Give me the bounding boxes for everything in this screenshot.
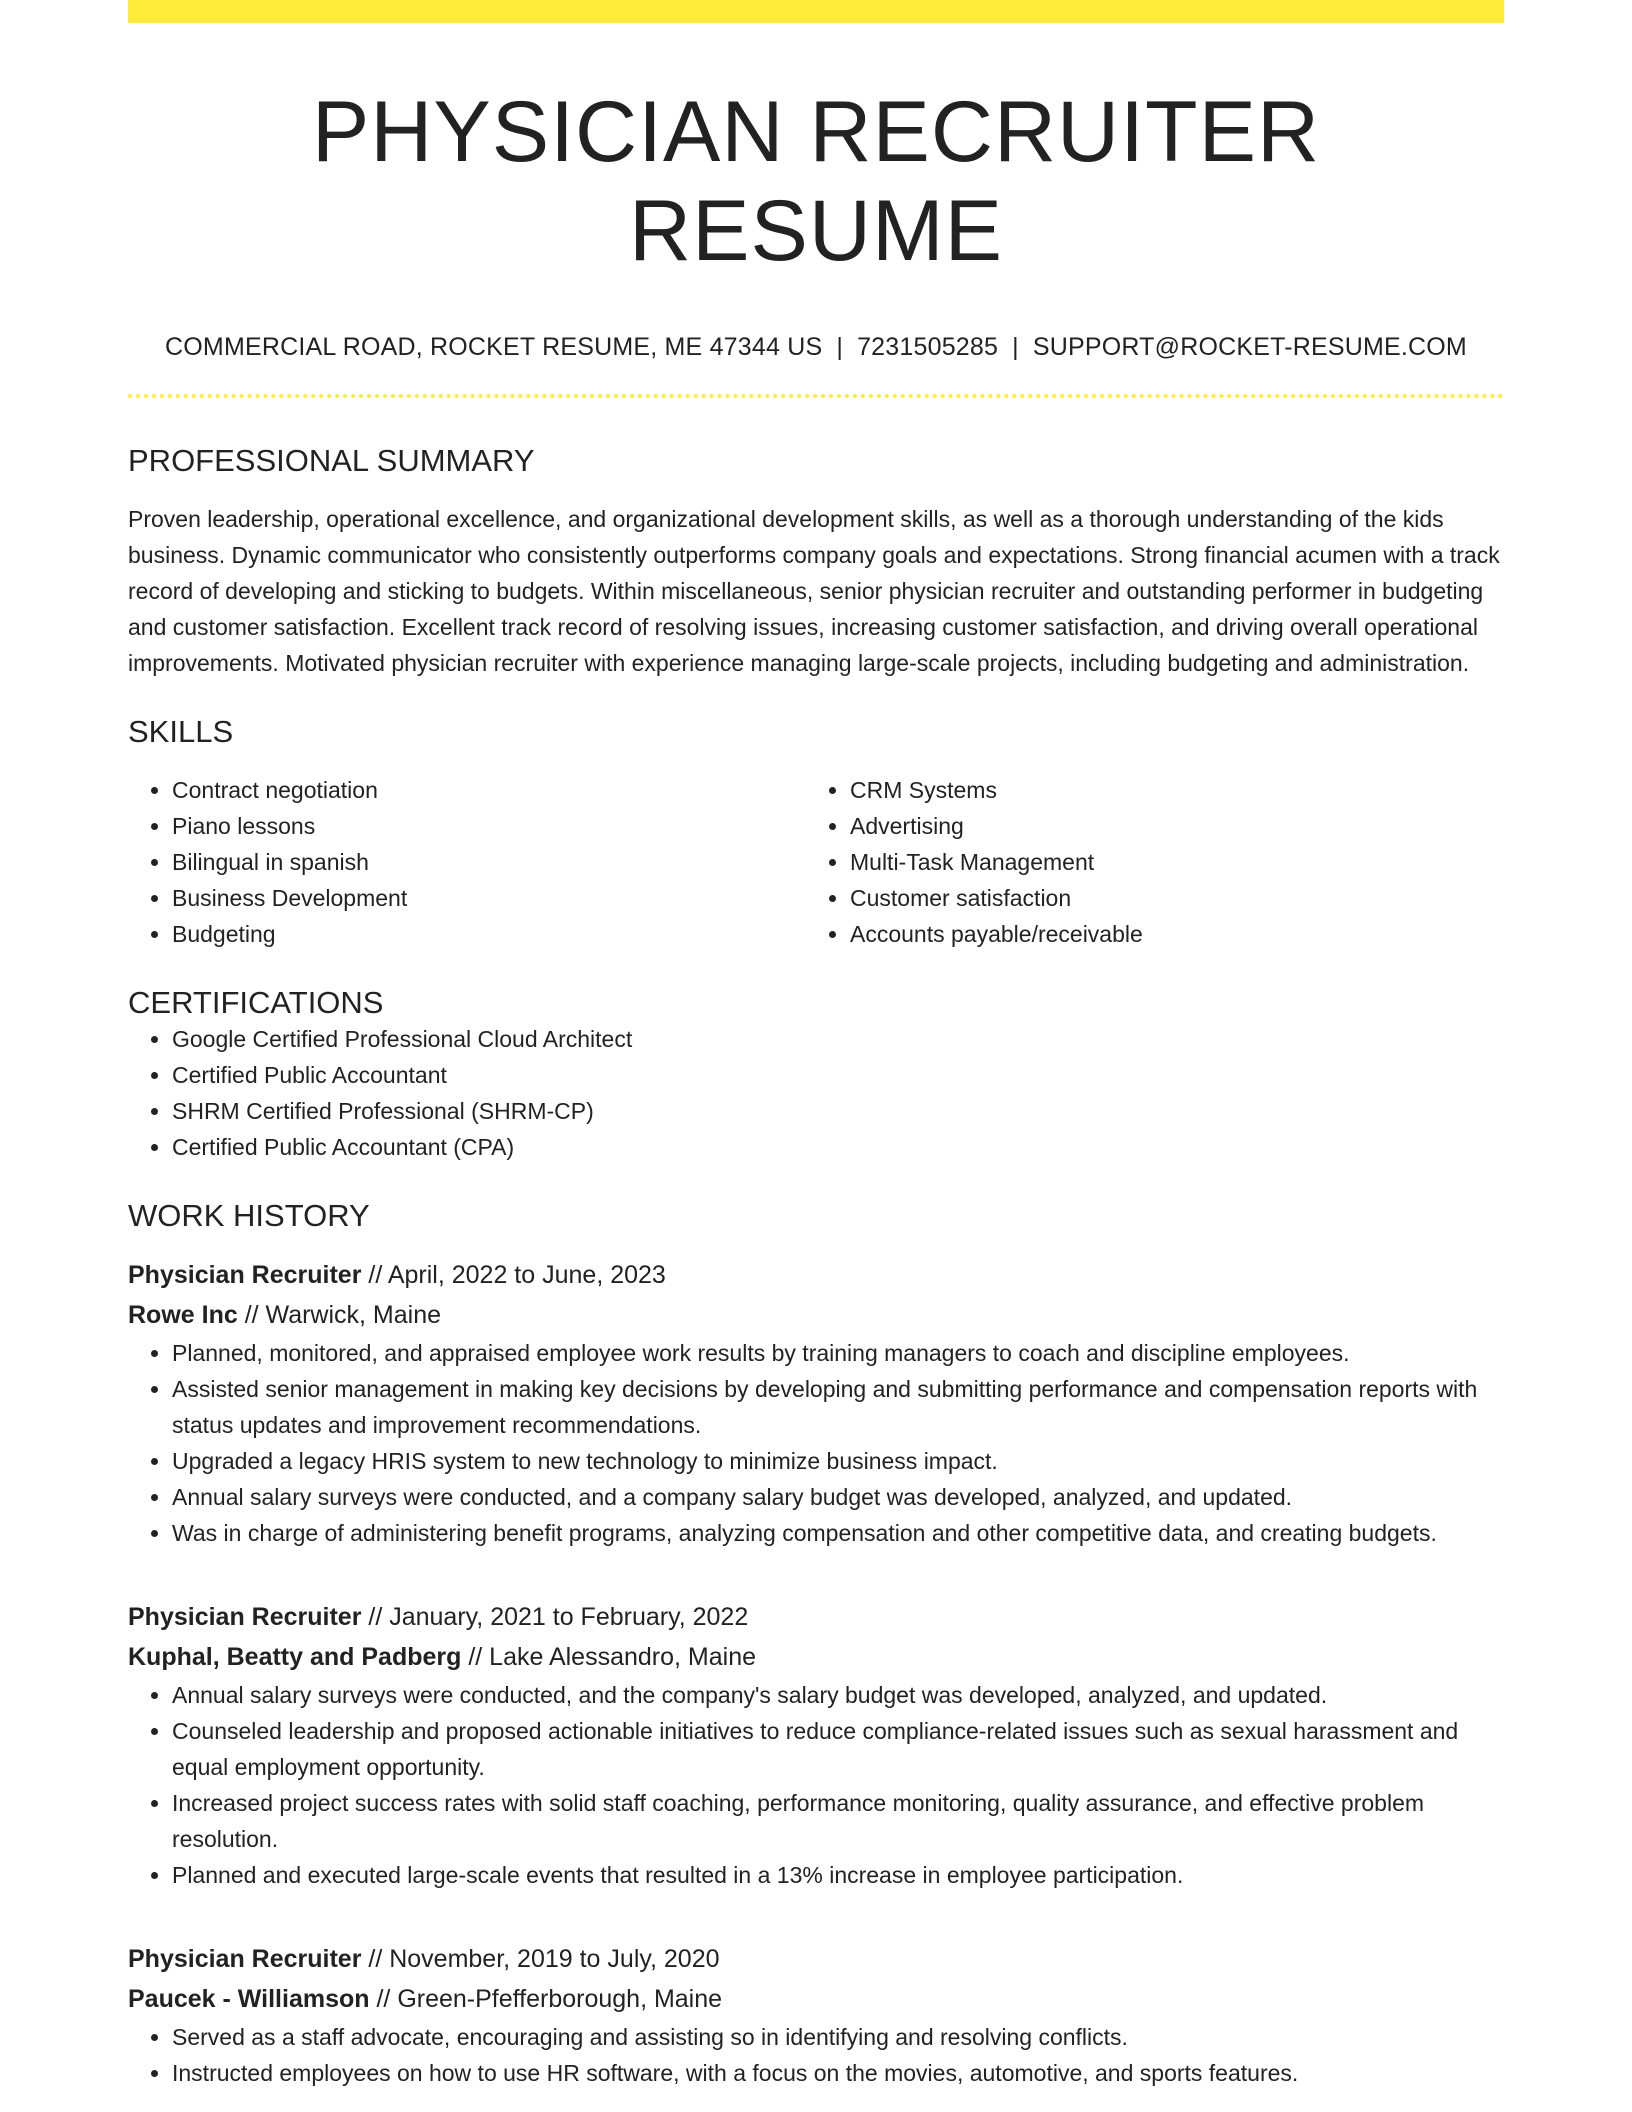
skill-item: • Customer satisfaction (850, 880, 1484, 916)
job-entry (128, 1255, 1504, 1551)
certification-item: • Google Certified Professional Cloud Architect (172, 1021, 1504, 1057)
resume-title: PHYSICIAN RECRUITER RESUME (311, 84, 1321, 279)
job-duties-list (128, 1677, 1504, 1893)
job-role-line (128, 1597, 1504, 1637)
job-location: // Green-Pfefferborough, Maine (369, 1984, 723, 2013)
job-duty-item: • Upgraded a legacy HRIS system to new technology to minimize business impact. (172, 1443, 1504, 1479)
skills-list-right (806, 772, 1484, 952)
job-entry (128, 1597, 1504, 1893)
job-role: Physician Recruiter (128, 1944, 362, 1973)
job-company: Paucek - Williamson (128, 1984, 370, 2013)
certifications-heading: CERTIFICATIONS (128, 985, 384, 1021)
job-duty-item: • Planned, monitored, and appraised employee work results by training managers to coach and discipline employees. (172, 1335, 1504, 1371)
job-duty-item: • Annual salary surveys were conducted, and a company salary budget was developed, analyzed, and updated. (172, 1479, 1504, 1515)
skill-item: • Budgeting (172, 916, 806, 952)
skills-column-left (128, 772, 806, 952)
skills-column-right (806, 772, 1484, 952)
job-duties-list (128, 2019, 1504, 2091)
job-entry (128, 1939, 1504, 2091)
job-duty-item: • Assisted senior management in making key decisions by developing and submitting performance and compensation reports with status updates and improvement recommendations. (172, 1371, 1504, 1443)
certifications-list (128, 1021, 1504, 1165)
phone-text: 7231505285 (857, 332, 999, 361)
skill-item: • Bilingual in spanish (172, 844, 806, 880)
top-accent-bar (128, 0, 1504, 23)
job-company-line (128, 1637, 1504, 1677)
skills-list-left (128, 772, 806, 952)
job-duty-item: • Planned and executed large-scale events that resulted in a 13% increase in employee participation. (172, 1857, 1504, 1893)
job-role: Physician Recruiter (128, 1260, 362, 1289)
skill-item: • Piano lessons (172, 808, 806, 844)
certification-item: • SHRM Certified Professional (SHRM-CP) (172, 1093, 1504, 1129)
job-duty-item: • Instructed employees on how to use HR software, with a focus on the movies, automotive, and sports features. (172, 2055, 1504, 2091)
contact-separator: | (836, 332, 844, 361)
summary-heading: PROFESSIONAL SUMMARY (128, 442, 535, 478)
job-company-line (128, 1295, 1504, 1335)
skills-grid (128, 772, 1504, 952)
skills-heading: SKILLS (128, 713, 234, 749)
job-dates: // January, 2021 to February, 2022 (361, 1602, 749, 1631)
certification-item: • Certified Public Accountant (172, 1057, 1504, 1093)
job-company: Rowe Inc (128, 1300, 238, 1329)
job-duties-list (128, 1335, 1504, 1551)
job-location: // Warwick, Maine (237, 1300, 442, 1329)
job-duty-item: • Counseled leadership and proposed actionable initiatives to reduce compliance-related issues such as sexual harassment and equal employment opportunity. (172, 1713, 1504, 1785)
header-divider (128, 394, 1504, 398)
skill-item: • Multi-Task Management (850, 844, 1484, 880)
address-text: COMMERCIAL ROAD, ROCKET RESUME, ME 47344 US (165, 332, 823, 361)
skill-item: • Contract negotiation (172, 772, 806, 808)
job-duty-item: • Increased project success rates with solid staff coaching, performance monitoring, quality assurance, and effective problem resolution. (172, 1785, 1504, 1857)
job-dates: // November, 2019 to July, 2020 (361, 1944, 720, 1973)
job-company: Kuphal, Beatty and Padberg (128, 1642, 462, 1671)
job-location: // Lake Alessandro, Maine (461, 1642, 757, 1671)
resume-page (128, 0, 1504, 2091)
contact-separator: | (1012, 332, 1019, 361)
job-role-line (128, 1939, 1504, 1979)
job-duty-item: • Was in charge of administering benefit programs, analyzing compensation and other competitive data, and creating budgets. (172, 1515, 1504, 1551)
job-duty-item: • Annual salary surveys were conducted, and the company's salary budget was developed, analyzed, and updated. (172, 1677, 1504, 1713)
job-role-line (128, 1255, 1504, 1295)
skill-item: • Accounts payable/receivable (850, 916, 1484, 952)
summary-paragraph: Proven leadership, operational excellence, and organizational development skills, as well as a thorough understanding of the kids business. Dynamic communicator who consistently outperforms company goals and expectations. Strong financial acumen with a track record of developing and sticking to budgets. Within miscellaneous, senior physician recruiter and outstanding performer in budgeting and customer satisfaction. Excellent track record of resolving issues, increasing customer satisfaction, and driving overall operational improvements. Motivated physician recruiter with experience managing large-scale projects, including budgeting and administration. (128, 505, 1500, 676)
skill-item: • CRM Systems (850, 772, 1484, 808)
skill-item: • Advertising (850, 808, 1484, 844)
skill-item: • Business Development (172, 880, 806, 916)
job-role: Physician Recruiter (128, 1602, 362, 1631)
certification-item: • Certified Public Accountant (CPA) (172, 1129, 1504, 1165)
job-dates: // April, 2022 to June, 2023 (361, 1260, 666, 1289)
email-text: SUPPORT@ROCKET-RESUME.COM (1032, 332, 1467, 361)
work-history-heading: WORK HISTORY (128, 1198, 370, 1234)
job-duty-item: • Served as a staff advocate, encouraging and assisting so in identifying and resolving conflicts. (172, 2019, 1504, 2055)
contact-line (128, 333, 1504, 362)
job-company-line (128, 1979, 1504, 2019)
